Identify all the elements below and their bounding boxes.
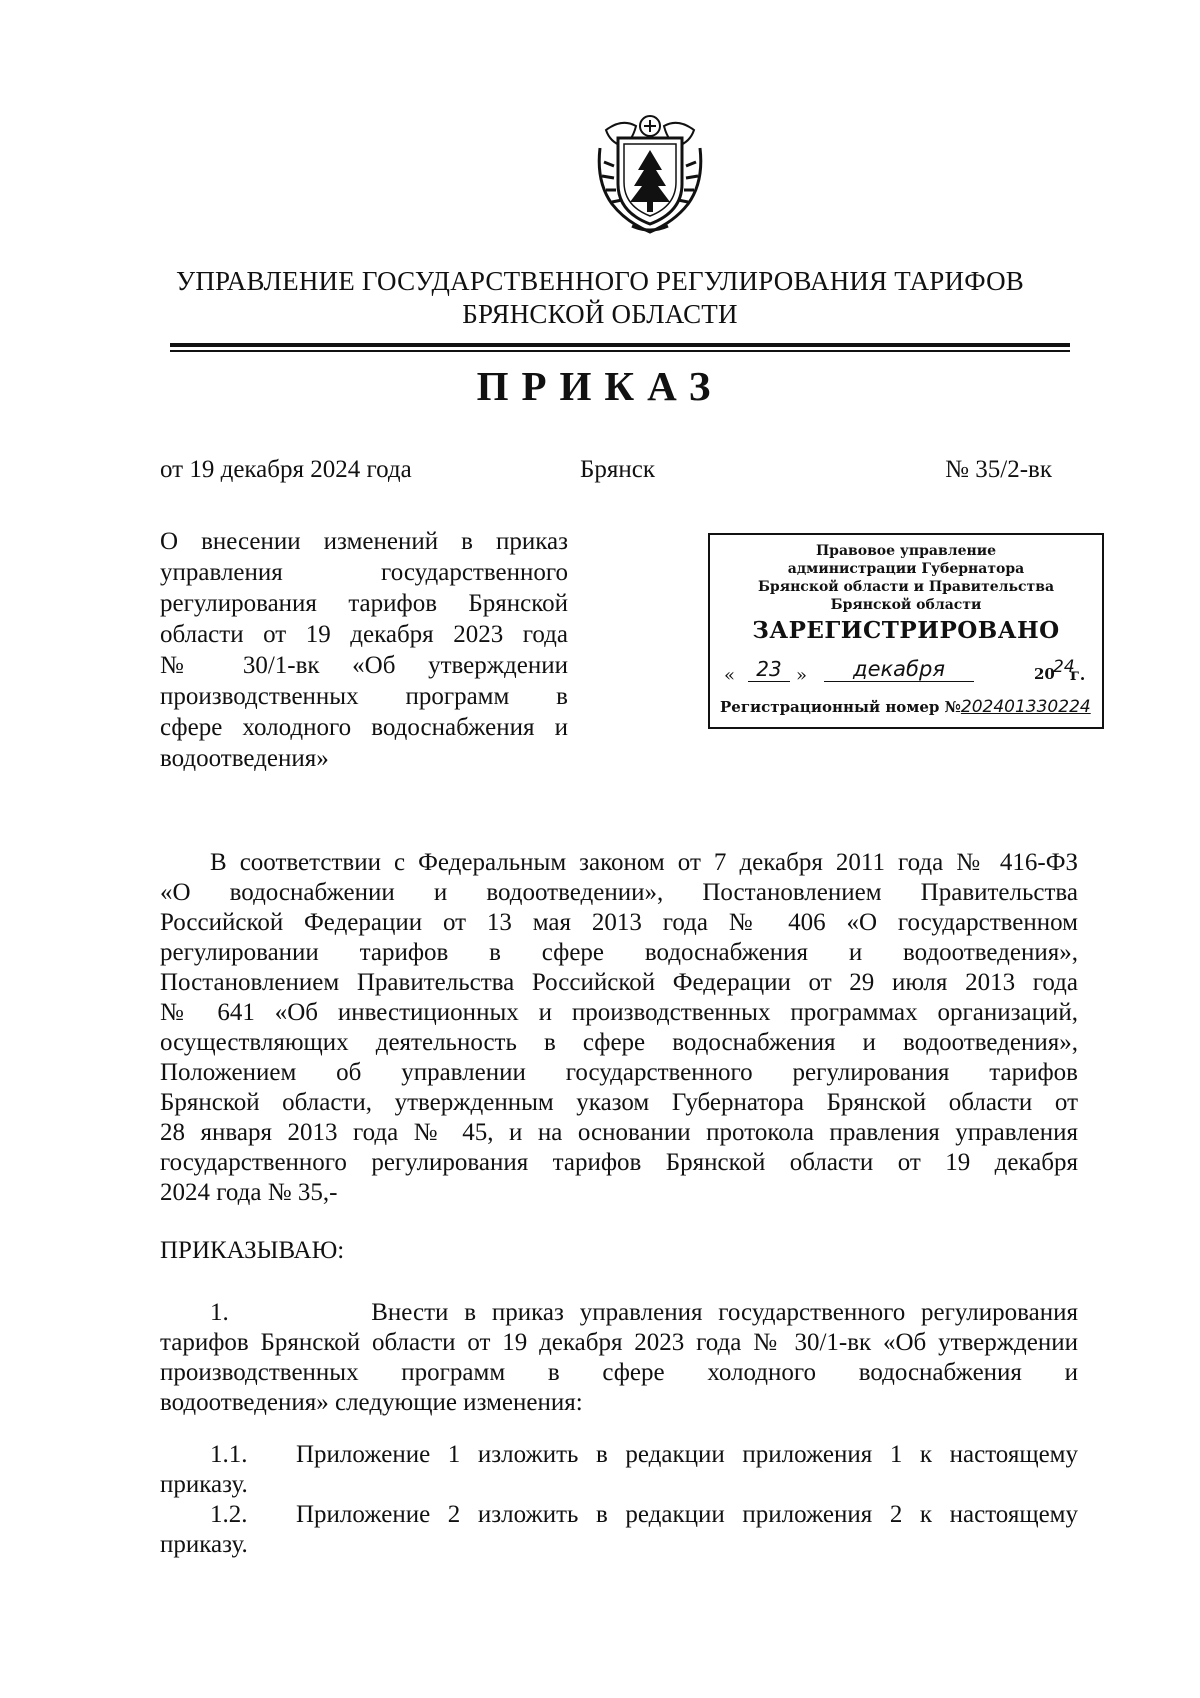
organization-name-line-1: УПРАВЛЕНИЕ ГОСУДАРСТВЕННОГО РЕГУЛИРОВАНИЯ ТАРИФОВ: [176, 266, 1024, 296]
preamble-line: Положением об управлении государственного регулирования тарифов: [160, 1059, 1078, 1086]
preamble-line: государственного регулирования тарифов Брянской области от 19 декабря: [160, 1149, 1078, 1176]
subitem-text: Приложение 1 изложить в редакции приложения 1 к настоящему: [296, 1441, 1078, 1468]
header-divider-thin: [170, 350, 1070, 352]
subject-line: сфере холодного водоснабжения и: [160, 714, 568, 741]
order-directive-word: ПРИКАЗЫВАЮ:: [160, 1237, 345, 1264]
stamp-day-handwritten: 23: [748, 657, 790, 682]
subitem-text: Приложение 2 изложить в редакции приложения 2 к настоящему: [296, 1501, 1078, 1528]
subject-line: регулирования тарифов Брянской: [160, 590, 568, 617]
stamp-registration-number: [720, 697, 1091, 717]
preamble-line: осуществляющих деятельность в сфере водоснабжения и водоотведения»,: [160, 1029, 1078, 1056]
subitem-text-continuation: приказу.: [160, 1471, 248, 1498]
stamp-date: [720, 655, 1096, 689]
stamp-regnum-handwritten: 202401330224: [960, 697, 1091, 717]
stamp-authority-line: Брянской области и Правительства: [757, 579, 1055, 595]
preamble-line: Постановлением Правительства Российской Федерации от 29 июля 2013 года: [160, 969, 1078, 996]
item1-line: 1. Внести в приказ управления государственного регулирования: [210, 1299, 1078, 1326]
item1-line: производственных программ в сфере холодного водоснабжения и: [160, 1359, 1078, 1386]
stamp-authority-line: Правовое управление: [815, 543, 997, 559]
preamble-line: 2024 года № 35,-: [160, 1179, 338, 1206]
registration-stamp: [708, 533, 1104, 729]
stamp-authority-line: администрации Губернатора: [787, 561, 1025, 577]
stamp-close-quote: »: [796, 665, 808, 686]
subject-line: производственных программ в: [160, 683, 568, 710]
stamp-registered-label: ЗАРЕГИСТРИРОВАНО: [752, 617, 1060, 644]
order-subject: [160, 526, 568, 774]
stamp-month-handwritten: декабря: [824, 657, 974, 682]
subitem-number: 1.1.: [210, 1441, 248, 1468]
document-title: ПРИКАЗ: [476, 363, 724, 409]
preamble-line: В соответствии с Федеральным законом от 7 декабря 2011 года № 416-ФЗ: [210, 849, 1078, 876]
preamble-line: 28 января 2013 года № 45, и на основании протокола правления управления: [160, 1119, 1078, 1146]
stamp-open-quote: «: [724, 665, 736, 686]
subject-line: области от 19 декабря 2023 года: [160, 621, 568, 648]
order-number: № 35/2-вк: [945, 456, 1052, 483]
stamp-regnum-label: Регистрационный номер №: [720, 698, 961, 716]
preamble-line: Брянской области, утвержденным указом Губернатора Брянской области от: [160, 1089, 1078, 1116]
stamp-authority-line: Брянской области: [830, 597, 982, 613]
preamble-line: Российской Федерации от 13 мая 2013 года № 406 «О государственном: [160, 909, 1078, 936]
order-subitem-1-2: [160, 1500, 1078, 1560]
preamble-line: регулировании тарифов в сфере водоснабжения и водоотведения»,: [160, 939, 1078, 966]
preamble-paragraph: [160, 848, 1078, 1208]
header-divider-thick: [170, 343, 1070, 347]
order-item-1: [160, 1298, 1078, 1418]
subject-line: водоотведения»: [160, 745, 329, 772]
subitem-text-continuation: приказу.: [160, 1531, 248, 1558]
subitem-number: 1.2.: [210, 1501, 248, 1528]
preamble-line: № 641 «Об инвестиционных и производственных программах организаций,: [160, 999, 1078, 1026]
stamp-year-unit: г.: [1070, 665, 1086, 684]
subject-line: О внесении изменений в приказ: [160, 528, 568, 555]
item1-line: тарифов Брянской области от 19 декабря 2023 года № 30/1-вк «Об утверждении: [160, 1329, 1078, 1356]
item1-line: водоотведения» следующие изменения:: [160, 1389, 583, 1416]
preamble-line: «О водоснабжении и водоотведении», Постановлением Правительства: [160, 879, 1078, 906]
order-subitem-1-1: [160, 1440, 1078, 1500]
coat-of-arms-emblem: [592, 112, 708, 236]
order-date: от 19 декабря 2024 года: [160, 456, 412, 483]
stamp-year-prefix: 20: [1034, 665, 1055, 683]
stamp-year-suffix-handwritten: 24: [1053, 657, 1075, 677]
subject-line: № 30/1-вк «Об утверждении: [160, 652, 568, 679]
subject-line: управления государственного: [160, 559, 568, 586]
organization-name-line-2: БРЯНСКОЙ ОБЛАСТИ: [462, 299, 738, 329]
order-city: Брянск: [580, 456, 655, 483]
